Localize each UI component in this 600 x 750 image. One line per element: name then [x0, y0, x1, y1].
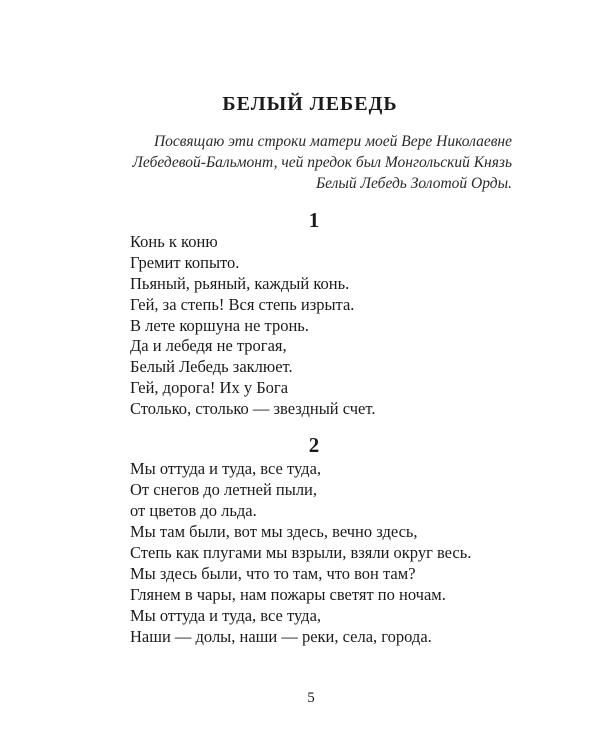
verse-line: Мы там были, вот мы здесь, вечно здесь,: [130, 522, 418, 541]
verse-line: Конь к коню: [130, 232, 218, 251]
verse-line: Столько, столько — звездный счет.: [130, 399, 376, 418]
verse-line: Степь как плугами мы взрыли, взяли округ весь.: [130, 543, 472, 562]
verse-line: Белый Лебедь заклюет.: [130, 357, 293, 376]
epigraph-line: Лебедевой-Бальмонт, чей предок был Монгольский Князь: [132, 154, 512, 171]
verse-line: Пьяный, рьяный, каждый конь.: [130, 274, 350, 293]
section-number: 1: [308, 208, 320, 232]
epigraph: [92, 131, 512, 194]
stanza: [130, 335, 375, 419]
page-number: 5: [307, 690, 315, 706]
verse-line: Глянем в чары, нам пожары светят по ночам.: [130, 585, 446, 604]
stanza: [130, 563, 446, 647]
verse-line: Гей, за степь! Вся степь изрыта.: [130, 295, 355, 314]
stanza: [130, 458, 471, 563]
epigraph-line: Посвящаю эти строки матери моей Вере Николаевне: [153, 133, 512, 150]
verse-line: Мы оттуда и туда, все туда,: [130, 459, 322, 478]
verse-line: Мы здесь были, что то там, что вон там?: [130, 564, 416, 583]
verse-line: Гей, дорога! Их у Бога: [130, 378, 289, 397]
stanza: [130, 231, 354, 336]
section-number: 2: [308, 433, 320, 457]
verse-line: В лете коршуна не тронь.: [130, 316, 309, 335]
verse-line: Да и лебедя не трогая,: [130, 336, 287, 355]
verse-line: От снегов до летней пыли,: [130, 480, 318, 499]
poem-title: БЕЛЫЙ ЛЕБЕДЬ: [222, 93, 398, 115]
verse-line: Мы оттуда и туда, все туда,: [130, 606, 322, 625]
epigraph-line: Белый Лебедь Золотой Орды.: [315, 175, 512, 192]
verse-line: Гремит копыто.: [130, 253, 240, 272]
verse-line: от цветов до льда.: [130, 501, 257, 520]
verse-line: Наши — долы, наши — реки, села, города.: [130, 627, 432, 646]
